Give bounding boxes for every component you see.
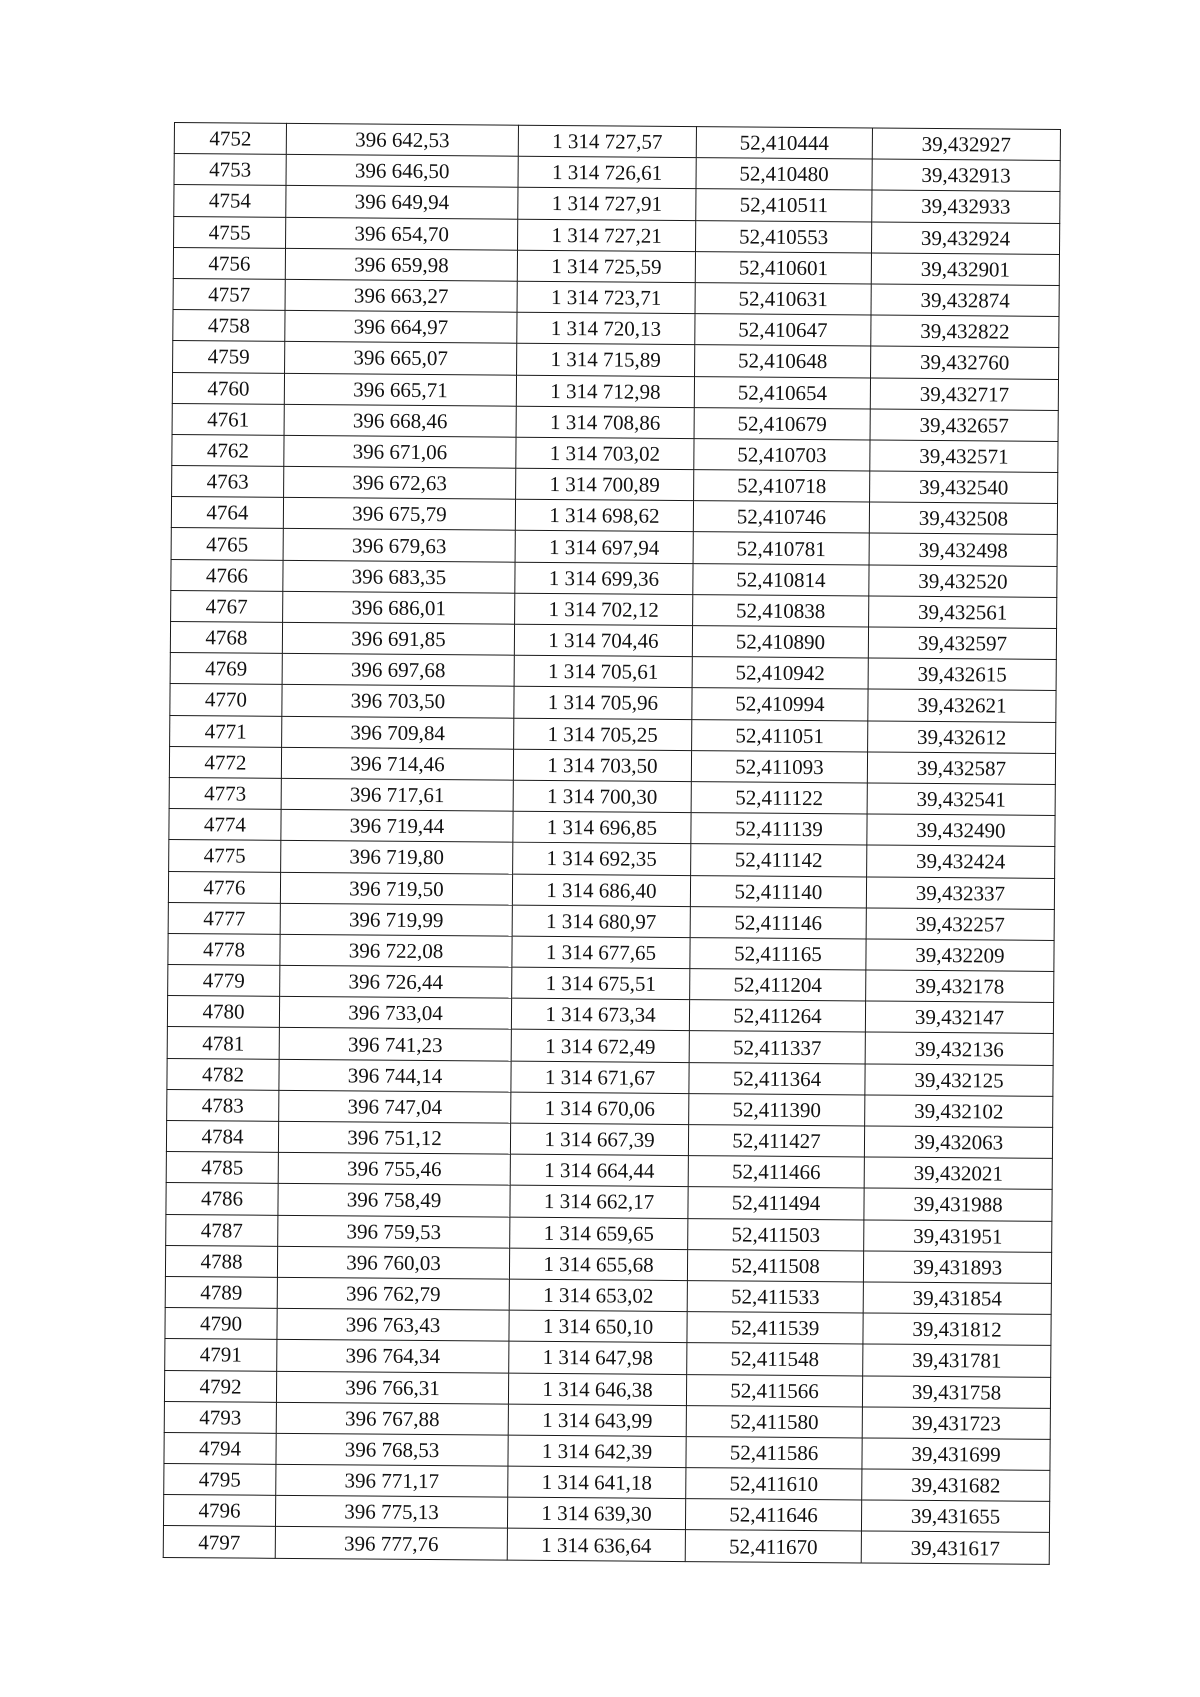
x-coordinate-cell: 396 714,46 bbox=[281, 747, 513, 780]
x-coordinate-cell: 396 767,88 bbox=[276, 1402, 508, 1435]
latitude-cell: 52,411165 bbox=[690, 937, 866, 970]
latitude-cell: 52,411566 bbox=[686, 1374, 862, 1407]
point-number-cell: 4765 bbox=[171, 528, 283, 560]
longitude-cell: 39,432587 bbox=[867, 752, 1055, 785]
longitude-cell: 39,432874 bbox=[871, 284, 1059, 317]
longitude-cell: 39,432337 bbox=[866, 876, 1054, 909]
x-coordinate-cell: 396 709,84 bbox=[282, 716, 514, 749]
point-number-cell: 4790 bbox=[165, 1308, 277, 1340]
longitude-cell: 39,432612 bbox=[868, 721, 1056, 754]
point-number-cell: 4761 bbox=[172, 403, 284, 435]
y-coordinate-cell: 1 314 720,13 bbox=[517, 312, 695, 345]
x-coordinate-cell: 396 744,14 bbox=[279, 1059, 511, 1092]
latitude-cell: 52,410601 bbox=[695, 251, 871, 284]
longitude-cell: 39,432508 bbox=[869, 502, 1057, 535]
point-number-cell: 4784 bbox=[166, 1120, 278, 1152]
coordinates-table bbox=[163, 122, 1061, 1565]
point-number-cell: 4789 bbox=[165, 1276, 277, 1308]
y-coordinate-cell: 1 314 636,64 bbox=[507, 1529, 685, 1562]
latitude-cell: 52,411580 bbox=[686, 1405, 862, 1438]
longitude-cell: 39,431988 bbox=[864, 1188, 1052, 1221]
y-coordinate-cell: 1 314 642,39 bbox=[508, 1435, 686, 1468]
longitude-cell: 39,432615 bbox=[868, 658, 1056, 691]
y-coordinate-cell: 1 314 703,50 bbox=[513, 749, 691, 782]
point-number-cell: 4770 bbox=[170, 684, 282, 716]
latitude-cell: 52,411548 bbox=[687, 1343, 863, 1376]
y-coordinate-cell: 1 314 643,99 bbox=[508, 1404, 686, 1437]
point-number-cell: 4766 bbox=[171, 559, 283, 591]
longitude-cell: 39,432125 bbox=[865, 1064, 1053, 1097]
longitude-cell: 39,431655 bbox=[861, 1500, 1049, 1533]
longitude-cell: 39,432933 bbox=[872, 190, 1060, 223]
x-coordinate-cell: 396 771,17 bbox=[276, 1464, 508, 1497]
latitude-cell: 52,411051 bbox=[692, 719, 868, 752]
longitude-cell: 39,432178 bbox=[866, 970, 1054, 1003]
point-number-cell: 4795 bbox=[164, 1464, 276, 1496]
point-number-cell: 4785 bbox=[166, 1152, 278, 1184]
point-number-cell: 4754 bbox=[174, 185, 286, 217]
longitude-cell: 39,431893 bbox=[863, 1251, 1051, 1284]
longitude-cell: 39,432257 bbox=[866, 908, 1054, 941]
latitude-cell: 52,410942 bbox=[692, 657, 868, 690]
latitude-cell: 52,411494 bbox=[688, 1187, 864, 1220]
latitude-cell: 52,411539 bbox=[687, 1312, 863, 1345]
y-coordinate-cell: 1 314 700,89 bbox=[516, 468, 694, 501]
y-coordinate-cell: 1 314 650,10 bbox=[509, 1310, 687, 1343]
y-coordinate-cell: 1 314 673,34 bbox=[511, 998, 689, 1031]
y-coordinate-cell: 1 314 726,61 bbox=[518, 156, 696, 189]
latitude-cell: 52,410511 bbox=[696, 189, 872, 222]
x-coordinate-cell: 396 663,27 bbox=[285, 279, 517, 312]
x-coordinate-cell: 396 764,34 bbox=[277, 1340, 509, 1373]
x-coordinate-cell: 396 672,63 bbox=[284, 466, 516, 499]
point-number-cell: 4758 bbox=[173, 310, 285, 342]
longitude-cell: 39,432901 bbox=[871, 253, 1059, 286]
x-coordinate-cell: 396 760,03 bbox=[277, 1246, 509, 1279]
longitude-cell: 39,432924 bbox=[871, 222, 1059, 255]
latitude-cell: 52,410814 bbox=[693, 563, 869, 596]
longitude-cell: 39,432927 bbox=[872, 128, 1060, 161]
point-number-cell: 4753 bbox=[174, 154, 286, 186]
y-coordinate-cell: 1 314 670,06 bbox=[511, 1092, 689, 1125]
latitude-cell: 52,411390 bbox=[689, 1093, 865, 1126]
x-coordinate-cell: 396 751,12 bbox=[278, 1121, 510, 1154]
point-number-cell: 4779 bbox=[168, 965, 280, 997]
longitude-cell: 39,432424 bbox=[867, 845, 1055, 878]
latitude-cell: 52,410480 bbox=[696, 158, 872, 191]
latitude-cell: 52,411586 bbox=[686, 1436, 862, 1469]
latitude-cell: 52,411533 bbox=[687, 1281, 863, 1314]
x-coordinate-cell: 396 679,63 bbox=[283, 529, 515, 562]
longitude-cell: 39,432561 bbox=[869, 596, 1057, 629]
longitude-cell: 39,431854 bbox=[863, 1282, 1051, 1315]
point-number-cell: 4793 bbox=[164, 1401, 276, 1433]
latitude-cell: 52,411646 bbox=[685, 1499, 861, 1532]
table-body bbox=[163, 123, 1060, 1565]
y-coordinate-cell: 1 314 671,67 bbox=[511, 1061, 689, 1094]
latitude-cell: 52,411610 bbox=[686, 1468, 862, 1501]
longitude-cell: 39,432136 bbox=[865, 1032, 1053, 1065]
y-coordinate-cell: 1 314 702,12 bbox=[515, 593, 693, 626]
x-coordinate-cell: 396 766,31 bbox=[276, 1371, 508, 1404]
longitude-cell: 39,432621 bbox=[868, 689, 1056, 722]
x-coordinate-cell: 396 654,70 bbox=[286, 217, 518, 250]
y-coordinate-cell: 1 314 705,61 bbox=[514, 655, 692, 688]
y-coordinate-cell: 1 314 659,65 bbox=[510, 1217, 688, 1250]
x-coordinate-cell: 396 755,46 bbox=[278, 1153, 510, 1186]
y-coordinate-cell: 1 314 727,91 bbox=[518, 188, 696, 221]
latitude-cell: 52,411466 bbox=[688, 1156, 864, 1189]
longitude-cell: 39,432571 bbox=[870, 440, 1058, 473]
y-coordinate-cell: 1 314 705,96 bbox=[514, 687, 692, 720]
latitude-cell: 52,410679 bbox=[694, 407, 870, 440]
longitude-cell: 39,432490 bbox=[867, 814, 1055, 847]
latitude-cell: 52,410718 bbox=[694, 470, 870, 503]
y-coordinate-cell: 1 314 727,21 bbox=[518, 219, 696, 252]
longitude-cell: 39,431758 bbox=[862, 1375, 1050, 1408]
x-coordinate-cell: 396 758,49 bbox=[278, 1184, 510, 1217]
latitude-cell: 52,411503 bbox=[688, 1218, 864, 1251]
latitude-cell: 52,410553 bbox=[696, 220, 872, 253]
longitude-cell: 39,432147 bbox=[865, 1001, 1053, 1034]
y-coordinate-cell: 1 314 667,39 bbox=[510, 1123, 688, 1156]
point-number-cell: 4794 bbox=[164, 1432, 276, 1464]
latitude-cell: 52,410890 bbox=[692, 626, 868, 659]
latitude-cell: 52,411364 bbox=[689, 1062, 865, 1095]
y-coordinate-cell: 1 314 664,44 bbox=[510, 1154, 688, 1187]
x-coordinate-cell: 396 741,23 bbox=[279, 1028, 511, 1061]
y-coordinate-cell: 1 314 680,97 bbox=[512, 905, 690, 938]
y-coordinate-cell: 1 314 653,02 bbox=[509, 1279, 687, 1312]
x-coordinate-cell: 396 646,50 bbox=[286, 155, 518, 188]
point-number-cell: 4763 bbox=[172, 466, 284, 498]
x-coordinate-cell: 396 726,44 bbox=[280, 965, 512, 998]
point-number-cell: 4771 bbox=[170, 715, 282, 747]
longitude-cell: 39,431699 bbox=[862, 1438, 1050, 1471]
longitude-cell: 39,432540 bbox=[870, 471, 1058, 504]
latitude-cell: 52,411146 bbox=[690, 906, 866, 939]
latitude-cell: 52,411139 bbox=[691, 813, 867, 846]
latitude-cell: 52,410631 bbox=[695, 283, 871, 316]
x-coordinate-cell: 396 691,85 bbox=[282, 622, 514, 655]
point-number-cell: 4760 bbox=[172, 372, 284, 404]
longitude-cell: 39,432520 bbox=[869, 565, 1057, 598]
point-number-cell: 4773 bbox=[169, 777, 281, 809]
longitude-cell: 39,432063 bbox=[864, 1126, 1052, 1159]
x-coordinate-cell: 396 668,46 bbox=[284, 404, 516, 437]
latitude-cell: 52,410781 bbox=[693, 532, 869, 565]
y-coordinate-cell: 1 314 697,94 bbox=[515, 531, 693, 564]
x-coordinate-cell: 396 719,50 bbox=[280, 872, 512, 905]
y-coordinate-cell: 1 314 705,25 bbox=[514, 718, 692, 751]
longitude-cell: 39,431723 bbox=[862, 1407, 1050, 1440]
x-coordinate-cell: 396 733,04 bbox=[279, 997, 511, 1030]
x-coordinate-cell: 396 665,07 bbox=[285, 342, 517, 375]
y-coordinate-cell: 1 314 696,85 bbox=[513, 811, 691, 844]
point-number-cell: 4755 bbox=[174, 216, 286, 248]
coordinates-table-wrapper bbox=[163, 122, 1060, 1565]
point-number-cell: 4776 bbox=[168, 871, 280, 903]
point-number-cell: 4762 bbox=[172, 434, 284, 466]
y-coordinate-cell: 1 314 699,36 bbox=[515, 562, 693, 595]
y-coordinate-cell: 1 314 708,86 bbox=[516, 406, 694, 439]
latitude-cell: 52,410647 bbox=[695, 314, 871, 347]
longitude-cell: 39,432913 bbox=[872, 159, 1060, 192]
y-coordinate-cell: 1 314 698,62 bbox=[515, 499, 693, 532]
y-coordinate-cell: 1 314 647,98 bbox=[509, 1341, 687, 1374]
x-coordinate-cell: 396 747,04 bbox=[279, 1090, 511, 1123]
x-coordinate-cell: 396 675,79 bbox=[283, 498, 515, 531]
latitude-cell: 52,411337 bbox=[689, 1031, 865, 1064]
latitude-cell: 52,411427 bbox=[688, 1125, 864, 1158]
latitude-cell: 52,410746 bbox=[693, 501, 869, 534]
y-coordinate-cell: 1 314 675,51 bbox=[512, 967, 690, 1000]
x-coordinate-cell: 396 719,99 bbox=[280, 903, 512, 936]
x-coordinate-cell: 396 664,97 bbox=[285, 311, 517, 344]
point-number-cell: 4783 bbox=[167, 1089, 279, 1121]
point-number-cell: 4782 bbox=[167, 1058, 279, 1090]
y-coordinate-cell: 1 314 727,57 bbox=[518, 125, 696, 158]
x-coordinate-cell: 396 719,44 bbox=[281, 809, 513, 842]
y-coordinate-cell: 1 314 686,40 bbox=[512, 874, 690, 907]
latitude-cell: 52,410994 bbox=[692, 688, 868, 721]
x-coordinate-cell: 396 722,08 bbox=[280, 934, 512, 967]
x-coordinate-cell: 396 717,61 bbox=[281, 778, 513, 811]
latitude-cell: 52,411204 bbox=[690, 969, 866, 1002]
longitude-cell: 39,431682 bbox=[862, 1469, 1050, 1502]
latitude-cell: 52,411670 bbox=[685, 1530, 861, 1563]
x-coordinate-cell: 396 659,98 bbox=[285, 248, 517, 281]
longitude-cell: 39,432102 bbox=[865, 1095, 1053, 1128]
longitude-cell: 39,432541 bbox=[867, 783, 1055, 816]
x-coordinate-cell: 396 683,35 bbox=[283, 560, 515, 593]
point-number-cell: 4759 bbox=[173, 341, 285, 373]
latitude-cell: 52,410703 bbox=[694, 438, 870, 471]
latitude-cell: 52,411508 bbox=[687, 1249, 863, 1282]
longitude-cell: 39,431812 bbox=[863, 1313, 1051, 1346]
x-coordinate-cell: 396 762,79 bbox=[277, 1277, 509, 1310]
table-row bbox=[163, 1526, 1049, 1564]
x-coordinate-cell: 396 719,80 bbox=[281, 841, 513, 874]
x-coordinate-cell: 396 649,94 bbox=[286, 186, 518, 219]
point-number-cell: 4756 bbox=[173, 247, 285, 279]
point-number-cell: 4787 bbox=[166, 1214, 278, 1246]
y-coordinate-cell: 1 314 725,59 bbox=[517, 250, 695, 283]
y-coordinate-cell: 1 314 692,35 bbox=[513, 842, 691, 875]
y-coordinate-cell: 1 314 703,02 bbox=[516, 437, 694, 470]
point-number-cell: 4777 bbox=[168, 902, 280, 934]
y-coordinate-cell: 1 314 655,68 bbox=[509, 1248, 687, 1281]
point-number-cell: 4774 bbox=[169, 809, 281, 841]
point-number-cell: 4781 bbox=[167, 1027, 279, 1059]
point-number-cell: 4764 bbox=[171, 497, 283, 529]
longitude-cell: 39,432760 bbox=[871, 346, 1059, 379]
point-number-cell: 4757 bbox=[173, 278, 285, 310]
longitude-cell: 39,432717 bbox=[870, 377, 1058, 410]
longitude-cell: 39,432498 bbox=[869, 533, 1057, 566]
latitude-cell: 52,410444 bbox=[696, 127, 872, 160]
longitude-cell: 39,431781 bbox=[863, 1344, 1051, 1377]
point-number-cell: 4791 bbox=[165, 1339, 277, 1371]
latitude-cell: 52,411122 bbox=[691, 782, 867, 815]
point-number-cell: 4772 bbox=[169, 746, 281, 778]
y-coordinate-cell: 1 314 704,46 bbox=[514, 624, 692, 657]
y-coordinate-cell: 1 314 646,38 bbox=[508, 1373, 686, 1406]
x-coordinate-cell: 396 671,06 bbox=[284, 435, 516, 468]
longitude-cell: 39,432209 bbox=[866, 939, 1054, 972]
longitude-cell: 39,431617 bbox=[861, 1531, 1049, 1564]
longitude-cell: 39,432657 bbox=[870, 409, 1058, 442]
point-number-cell: 4775 bbox=[169, 840, 281, 872]
y-coordinate-cell: 1 314 712,98 bbox=[516, 375, 694, 408]
x-coordinate-cell: 396 777,76 bbox=[275, 1527, 507, 1560]
y-coordinate-cell: 1 314 672,49 bbox=[511, 1030, 689, 1063]
longitude-cell: 39,432021 bbox=[864, 1157, 1052, 1190]
point-number-cell: 4767 bbox=[171, 590, 283, 622]
y-coordinate-cell: 1 314 715,89 bbox=[517, 344, 695, 377]
y-coordinate-cell: 1 314 662,17 bbox=[510, 1186, 688, 1219]
point-number-cell: 4769 bbox=[170, 653, 282, 685]
point-number-cell: 4797 bbox=[163, 1526, 275, 1558]
x-coordinate-cell: 396 703,50 bbox=[282, 685, 514, 718]
point-number-cell: 4796 bbox=[163, 1495, 275, 1527]
latitude-cell: 52,411142 bbox=[691, 844, 867, 877]
x-coordinate-cell: 396 665,71 bbox=[284, 373, 516, 406]
x-coordinate-cell: 396 642,53 bbox=[286, 123, 518, 156]
latitude-cell: 52,411264 bbox=[689, 1000, 865, 1033]
x-coordinate-cell: 396 775,13 bbox=[275, 1496, 507, 1529]
longitude-cell: 39,432597 bbox=[868, 627, 1056, 660]
point-number-cell: 4778 bbox=[168, 933, 280, 965]
point-number-cell: 4768 bbox=[170, 621, 282, 653]
point-number-cell: 4752 bbox=[174, 123, 286, 155]
latitude-cell: 52,411140 bbox=[690, 875, 866, 908]
x-coordinate-cell: 396 763,43 bbox=[277, 1308, 509, 1341]
latitude-cell: 52,410648 bbox=[695, 345, 871, 378]
latitude-cell: 52,410838 bbox=[693, 594, 869, 627]
y-coordinate-cell: 1 314 677,65 bbox=[512, 936, 690, 969]
point-number-cell: 4788 bbox=[165, 1245, 277, 1277]
point-number-cell: 4780 bbox=[167, 996, 279, 1028]
point-number-cell: 4792 bbox=[164, 1370, 276, 1402]
point-number-cell: 4786 bbox=[166, 1183, 278, 1215]
latitude-cell: 52,411093 bbox=[691, 750, 867, 783]
longitude-cell: 39,431951 bbox=[864, 1220, 1052, 1253]
y-coordinate-cell: 1 314 641,18 bbox=[508, 1466, 686, 1499]
y-coordinate-cell: 1 314 700,30 bbox=[513, 780, 691, 813]
x-coordinate-cell: 396 768,53 bbox=[276, 1433, 508, 1466]
x-coordinate-cell: 396 759,53 bbox=[278, 1215, 510, 1248]
x-coordinate-cell: 396 686,01 bbox=[283, 591, 515, 624]
y-coordinate-cell: 1 314 723,71 bbox=[517, 281, 695, 314]
y-coordinate-cell: 1 314 639,30 bbox=[507, 1497, 685, 1530]
latitude-cell: 52,410654 bbox=[694, 376, 870, 409]
longitude-cell: 39,432822 bbox=[871, 315, 1059, 348]
x-coordinate-cell: 396 697,68 bbox=[282, 654, 514, 687]
